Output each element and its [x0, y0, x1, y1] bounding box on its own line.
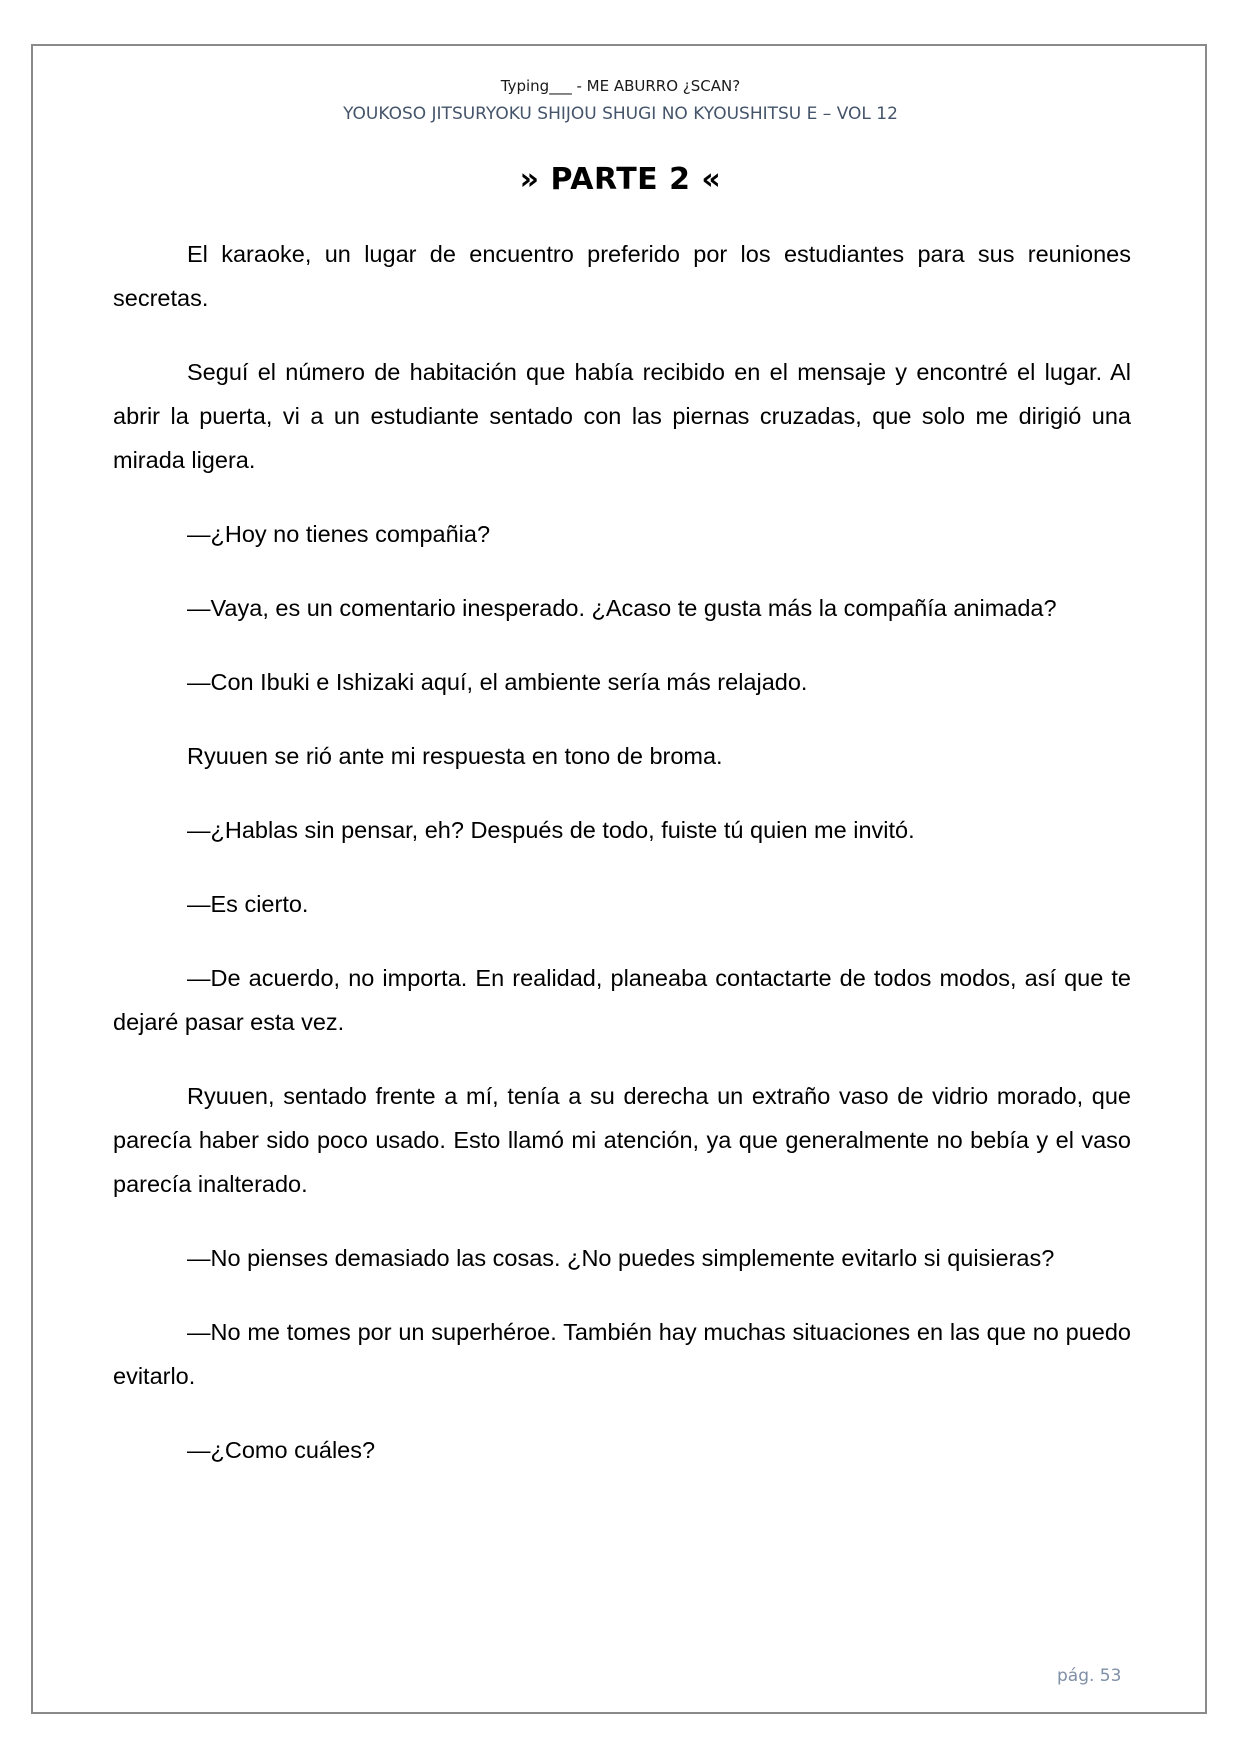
paragraph: Ryuuen, sentado frente a mí, tenía a su derecha un extraño vaso de vidrio morado, que parecía haber sido poco usado. Esto llamó mi atención, ya que generalmente no bebía y el vaso parecía inalterado.	[113, 1083, 1131, 1197]
paragraph: El karaoke, un lugar de encuentro preferido por los estudiantes para sus reuniones secretas.	[113, 241, 1131, 311]
header-credit: Typing___ - ME ABURRO ¿SCAN?	[500, 77, 741, 95]
header-series-title: YOUKOSO JITSURYOKU SHIJOU SHUGI NO KYOUSHITSU E – VOL 12	[343, 104, 898, 124]
paragraph: —¿Como cuáles?	[187, 1437, 376, 1463]
paragraph: —Es cierto.	[187, 891, 309, 917]
paragraph: —¿Hoy no tienes compañia?	[187, 521, 491, 547]
paragraph: Seguí el número de habitación que había recibido en el mensaje y encontré el lugar. Al abrir la puerta, vi a un estudiante sentado con las piernas cruzadas, que solo me dirigió una mirada ligera.	[113, 359, 1131, 473]
paragraph: —No pienses demasiado las cosas. ¿No puedes simplemente evitarlo si quisieras?	[187, 1245, 1055, 1271]
page-number: pág. 53	[1057, 1666, 1122, 1686]
paragraph: —¿Hablas sin pensar, eh? Después de todo, fuiste tú quien me invitó.	[187, 817, 915, 843]
chapter-part-title: » PARTE 2 «	[519, 162, 722, 197]
paragraph: —Con Ibuki e Ishizaki aquí, el ambiente sería más relajado.	[187, 669, 808, 695]
paragraph: —Vaya, es un comentario inesperado. ¿Acaso te gusta más la compañía animada?	[187, 595, 1057, 621]
body-text	[113, 232, 1131, 1502]
paragraph: —No me tomes por un superhéroe. También hay muchas situaciones en las que no puedo evitarlo.	[113, 1319, 1131, 1389]
paragraph: —De acuerdo, no importa. En realidad, planeaba contactarte de todos modos, así que te dejaré pasar esta vez.	[113, 965, 1131, 1035]
paragraph: Ryuuen se rió ante mi respuesta en tono de broma.	[187, 743, 723, 769]
